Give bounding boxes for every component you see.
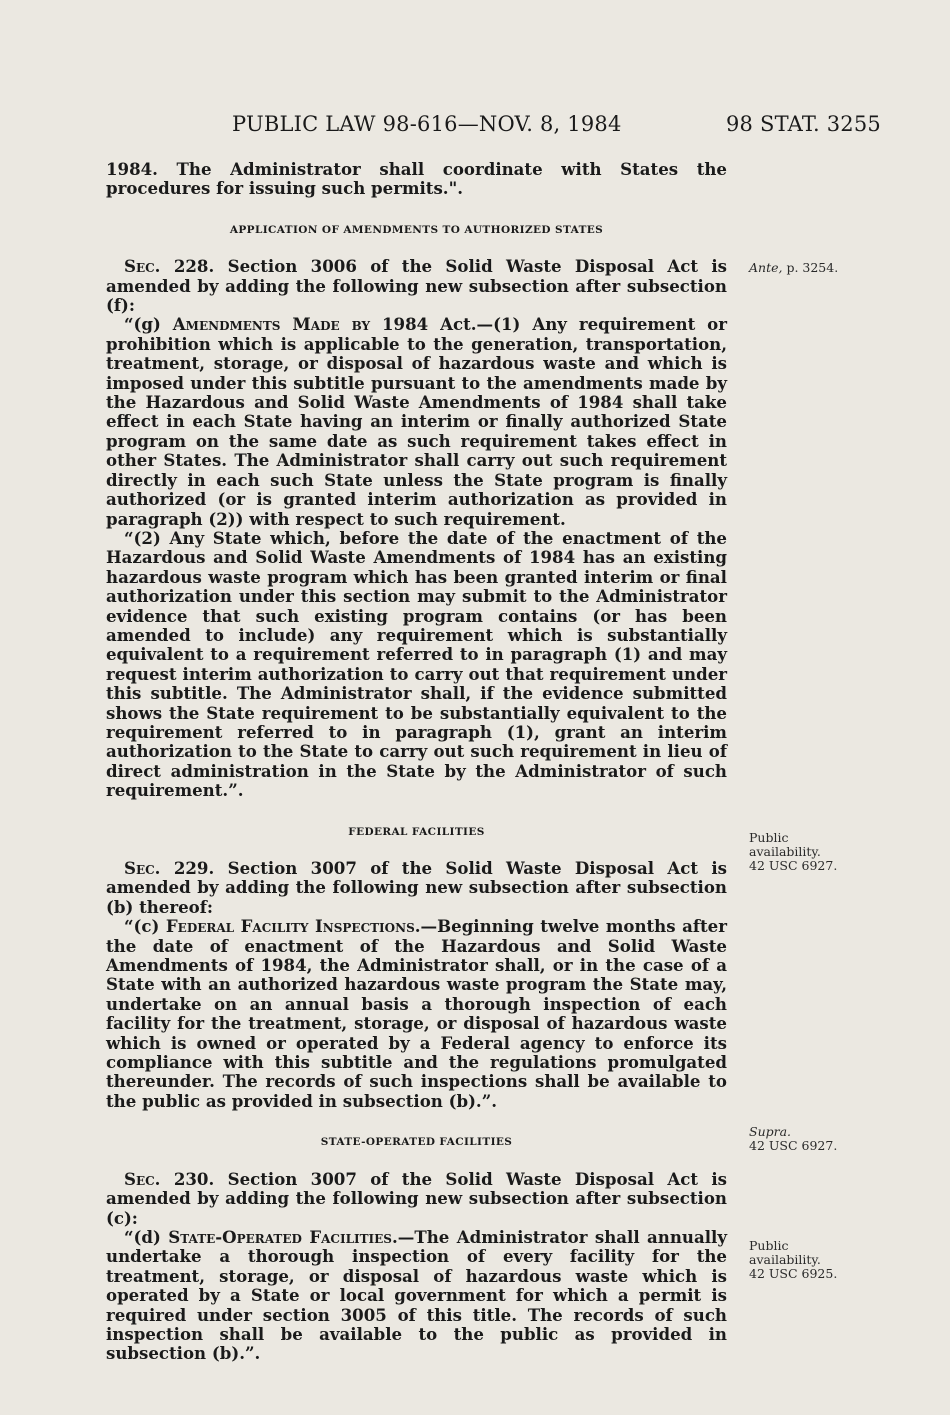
subsection-d-caption: State-Operated Facilities. [168, 1226, 398, 1247]
subsection-d-text: —The Administrator shall annually undertake a thorough inspection of every facility for the treatment, storage, or disposal of hazardous waste which is operated by a State or local government for which a permit is required under section 3005 of this title. The records of such inspection shall be available to the public as provided in subsection (b).”. [106, 1226, 727, 1364]
section-229-intro [106, 859, 727, 917]
running-header-title: PUBLIC LAW 98-616—NOV. 8, 1984 [232, 112, 622, 136]
section-228-heading: APPLICATION OF AMENDMENTS TO AUTHORIZED STATES [229, 223, 604, 236]
margin-note-ante: Ante, p. 3254. [749, 260, 839, 275]
body-text-column [106, 160, 727, 1364]
section-230-subsection-d: “(d) State-Operated Facilities.—The Administrator shall annually undertake a thorough inspection of every facility for the treatment, storage, or disposal of hazardous waste which is operated by a State or local government for which a permit is required under section 3005 of this title. The records of such inspection shall be available to the public as provided in subsection (b).”. [106, 1226, 727, 1364]
subsection-c-text: —Beginning twelve months after the date of enactment of the Hazardous and Solid Waste Amendments of 1984, the Administrator shall, or in the case of a State with an authorized hazardous waste program the State may, undertake on an annual basis a thorough inspection of each facility for the treatment, storage, or disposal of hazardous waste which is owned or operated by a Federal agency to enforce its compliance with this subtitle and the regulations promulgated thereunder. The records of such inspections shall be available to the public as provided in subsection (b).”. [106, 916, 727, 1111]
sec-label: Sec. [124, 1168, 161, 1189]
sec-label: Sec. [124, 858, 161, 878]
section-228-paragraph-2: “(2) Any State which, before the date of the enactment of the Hazardous and Solid Waste Amendments of 1984 has an existing hazardous waste program which has been granted interim or final authorization under this section may submit to the Administrator evidence that such existing program contains (or has been amended to include) any requirement which is substantially equivalent to a requirement referred to in paragraph (1) and may request interim authorization to carry out that requirement under this subtitle. The Administrator shall, if the evidence submitted shows the State requirement to be substantially equivalent to the requirement referred to in paragraph (1), grant an interim authorization to the State to carry out such requirement in lieu of direct administration in the State by the Administrator of such requirement.”. [106, 527, 727, 801]
subsection-c-caption: Federal Facility Inspections. [165, 916, 421, 937]
section-229-intro-text: 229. Section 3007 of the Solid Waste Disposal Act is amended by adding the following new subsection after subsection (b) thereof: [106, 858, 727, 917]
section-230-intro-text: 230. Section 3007 of the Solid Waste Disposal Act is amended by adding the following new subsection after subsection (c): [106, 1168, 727, 1228]
continuation-paragraph: 1984. The Administrator shall coordinate with States the procedures for issuing such permits.". [106, 159, 727, 199]
subsection-g-caption: Amendments Made by [172, 314, 371, 335]
section-228-intro-text: 228. Section 3006 of the Solid Waste Disposal Act is amended by adding the following new subsection after subsection (f): [106, 256, 727, 316]
subsection-g-text: 1984 Act.—(1) Any requirement or prohibition which is applicable to the generation, transportation, treatment, storage, or disposal of hazardous waste and which is imposed under this subtitle pursuant to the amendments made by the Hazardous and Solid Waste Amendments of 1984 shall take effect in each State having an interim or finally authorized State program on the same date as such requirement takes effect in other States. The Administrator shall carry out such requirement directly in each such State unless the State program is finally authorized (or is granted interim authorization as provided in paragraph (2)) with respect to such requirement. [106, 314, 727, 529]
sec-label: Sec. [124, 256, 161, 277]
section-228-intro [106, 257, 727, 315]
margin-note-supra: Supra. 42 USC 6927. [749, 1124, 838, 1153]
section-230-heading: STATE-OPERATED FACILITIES [320, 1136, 513, 1149]
section-229-subsection-c: “(c) Federal Facility Inspections.—Beginning twelve months after the date of enactment of the Hazardous and Solid Waste Amendments of 1984, the Administrator shall, or in the case of a State with an authorized hazardous waste program the State may, undertake on an annual basis a thorough inspection of each facility for the treatment, storage, or disposal of hazardous waste which is owned or operated by a Federal agency to enforce its compliance with this subtitle and the regulations promulgated thereunder. The records of such inspections shall be available to the public as provided in subsection (b).”. [106, 916, 727, 1111]
section-230-intro [106, 1170, 727, 1228]
section-229-heading: FEDERAL FACILITIES [348, 825, 485, 838]
running-header-stat-page: 98 STAT. 3255 [726, 112, 881, 136]
margin-note-public-availability-6925: Public availability. 42 USC 6925. [749, 1238, 838, 1281]
section-228-subsection-g: “(g) Amendments Made by 1984 Act.—(1) Any requirement or prohibition which is applicable to the generation, transportation, treatment, storage, or disposal of hazardous waste and which is imposed under this subtitle pursuant to the amendments made by the Hazardous and Solid Waste Amendments of 1984 shall take effect in each State having an interim or finally authorized State program on the same date as such requirement takes effect in other States. The Administrator shall carry out such requirement directly in each such State unless the State program is finally authorized (or is granted interim authorization as provided in paragraph (2)) with respect to such requirement. [106, 314, 727, 529]
margin-note-public-availability-6927: Public availability. 42 USC 6927. [749, 830, 838, 873]
